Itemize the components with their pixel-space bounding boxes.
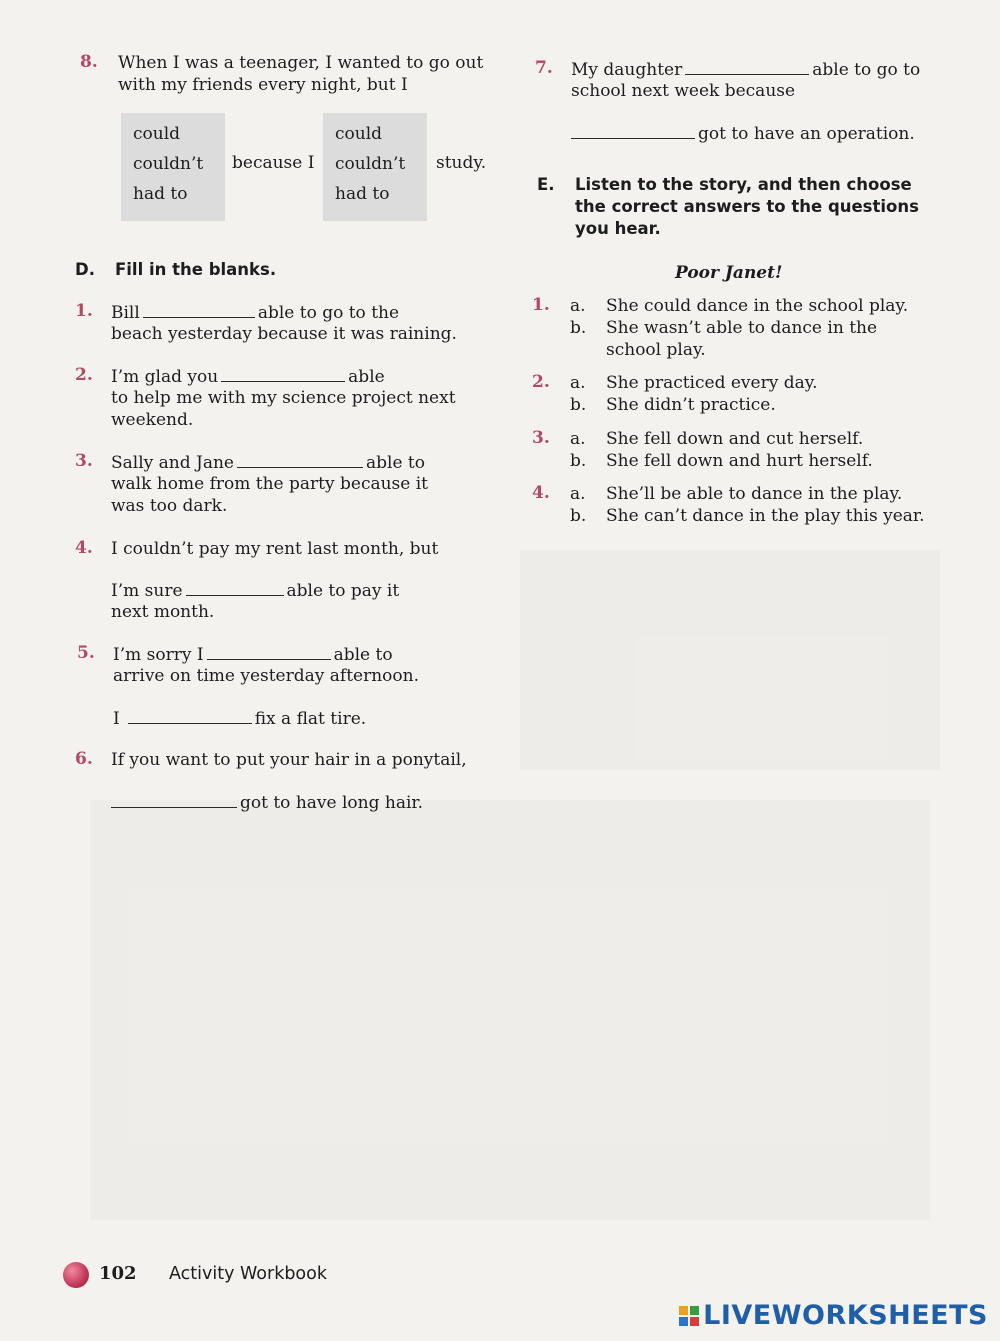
e3-option-a-letter[interactable]: a. [570,429,586,449]
q8-choice-box-2[interactable] [323,113,427,221]
d3-text-b: able to [366,453,425,473]
d4-line1: I couldn’t pay my rent last month, but [111,539,439,559]
d3-line3: was too dark. [111,496,228,516]
q7-blank-2[interactable] [571,122,695,139]
q8-line1: When I was a teenager, I wanted to go out [118,53,484,73]
d6-line2 [111,791,423,814]
d3-number: 3. [75,451,93,471]
d4-text-c: able to pay it [286,581,400,601]
section-d-title: Fill in the blanks. [115,260,277,279]
d4-line2 [111,579,399,602]
section-e-title-line2: the correct answers to the questions [575,197,919,216]
d2-blank[interactable] [221,365,345,382]
d5-blank-1[interactable] [207,643,331,660]
d2-line3: weekend. [111,410,194,430]
d3-text-a: Sally and Jane [111,453,234,473]
story-title: Poor Janet! [675,263,783,283]
e4-number: 4. [532,483,550,503]
e1-number: 1. [532,295,550,315]
section-e-title-line1: Listen to the story, and then choose [575,175,912,194]
choice-could[interactable]: could [133,124,181,144]
d6-line1: If you want to put your hair in a ponytail, [111,750,467,770]
d1-number: 1. [75,301,93,321]
d6-text-b: got to have long hair. [240,793,424,813]
brand-text: LIVEWORKSHEETS [703,1300,988,1331]
d5-text-b: able to [333,645,393,665]
e3-option-a[interactable]: She fell down and cut herself. [606,429,864,449]
liveworksheets-grid-icon [679,1306,699,1326]
bleed-through [90,800,930,1220]
d1-line1 [111,301,399,324]
e4-option-b-letter[interactable]: b. [570,506,587,526]
e2-option-a-letter[interactable]: a. [570,373,586,393]
e2-option-b-letter[interactable]: b. [570,395,587,415]
choice-had-to[interactable]: had to [133,184,188,204]
choice-could[interactable]: could [335,124,383,144]
book-title: Activity Workbook [169,1264,327,1284]
q7-text-a: My daughter [571,60,683,80]
d2-text-b: able [348,367,385,387]
e1-option-b[interactable]: She wasn’t able to dance in the [606,318,878,338]
q7-line2: school next week because [571,81,796,101]
d3-line2: walk home from the party because it [111,474,429,494]
bleed-through [520,550,940,770]
d3-line1 [111,451,425,474]
q8-end: study. [436,153,487,173]
q7-blank-1[interactable] [685,58,809,75]
d5-line2: arrive on time yesterday afternoon. [113,666,419,686]
choice-had-to[interactable]: had to [335,184,390,204]
e4-option-a-letter[interactable]: a. [570,484,586,504]
d6-number: 6. [75,749,93,769]
q8-choice-box-1[interactable] [121,113,225,221]
liveworksheets-logo [679,1300,988,1331]
page-dot-icon [63,1262,89,1288]
e2-number: 2. [532,372,550,392]
q8-line2: with my friends every night, but I [118,75,408,95]
d2-text-a: I’m glad you [111,367,219,387]
d4-blank[interactable] [186,579,284,596]
q7-number: 7. [535,58,553,78]
section-e-title-line3: you hear. [575,219,661,238]
d5-text-d: I [113,709,120,729]
q7-text-d: got to have an operation. [698,124,915,144]
section-e-letter: E. [537,175,555,194]
q7-line1 [571,58,920,81]
d5-line3 [113,707,366,730]
e3-option-b[interactable]: She fell down and hurt herself. [606,451,873,471]
d6-blank[interactable] [111,791,237,808]
d1-blank[interactable] [143,301,255,318]
e2-option-a[interactable]: She practiced every day. [606,373,818,393]
e3-option-b-letter[interactable]: b. [570,451,587,471]
q8-because: because I [232,153,315,173]
d2-line2: to help me with my science project next [111,388,456,408]
d5-number: 5. [77,643,95,663]
d2-line1 [111,365,385,388]
choice-couldnt[interactable]: couldn’t [335,154,406,174]
d4-text-b: I’m sure [111,581,183,601]
e3-number: 3. [532,428,550,448]
d4-line3: next month. [111,602,215,622]
d1-text-a: Bill [111,303,140,323]
e4-option-a[interactable]: She’ll be able to dance in the play. [606,484,903,504]
choice-couldnt[interactable]: couldn’t [133,154,204,174]
d5-text-e: fix a flat tire. [254,709,367,729]
d5-text-a: I’m sorry I [113,645,204,665]
e1-option-a-letter[interactable]: a. [570,296,586,316]
d3-blank[interactable] [237,451,363,468]
q7-line3 [571,122,915,145]
e1-option-b-letter[interactable]: b. [570,318,587,338]
d1-text-b: able to go to the [257,303,400,323]
e2-option-b[interactable]: She didn’t practice. [606,395,776,415]
e1-option-a[interactable]: She could dance in the school play. [606,296,909,316]
d1-line2: beach yesterday because it was raining. [111,324,457,344]
page-number: 102 [99,1263,137,1284]
d2-number: 2. [75,365,93,385]
e1-option-b-cont[interactable]: school play. [606,340,706,360]
d5-line1 [113,643,393,666]
d4-number: 4. [75,538,93,558]
d5-blank-2[interactable] [128,707,252,724]
e4-option-b[interactable]: She can’t dance in the play this year. [606,506,925,526]
q8-number: 8. [80,52,98,72]
q7-text-b: able to go to [812,60,921,80]
section-d-letter: D. [75,260,95,279]
